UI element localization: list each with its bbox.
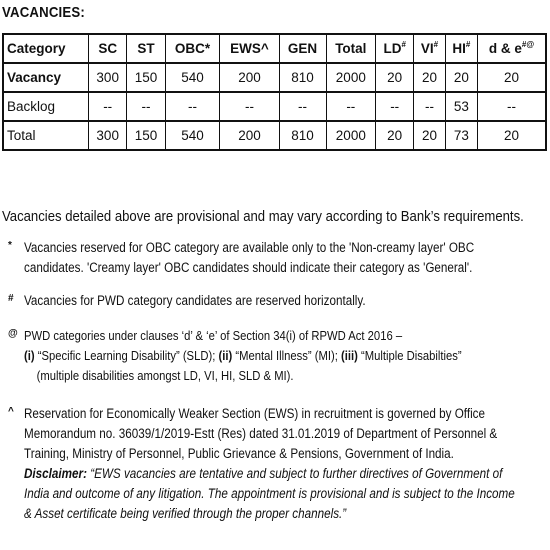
table-cell: -- — [127, 92, 165, 121]
table-cell: 73 — [445, 121, 477, 150]
header-vi: VI# — [414, 34, 445, 63]
table-cell: 20 — [376, 63, 414, 92]
header-ews: EWS^ — [220, 34, 279, 63]
table-cell: -- — [279, 92, 326, 121]
table-cell: -- — [165, 92, 220, 121]
vacancy-table — [2, 33, 547, 151]
table-cell: -- — [326, 92, 376, 121]
header-st: ST — [127, 34, 165, 63]
table-cell: 810 — [279, 63, 326, 92]
table-cell: 20 — [445, 63, 477, 92]
table-row-total — [3, 121, 546, 150]
header-sc: SC — [89, 34, 127, 63]
footnote-body: PWD categories under clauses ‘d’ & ‘e’ of Section 34(i) of RPWD Act 2016 – (i) “Specific Learning Disability” (SLD); (ii) “Mental Illness” (MI); (iii) “Multiple Disabilties” (multiple disabilities amongst LD, VI, HI, SLD & MI). — [24, 329, 462, 383]
header-obc: OBC* — [165, 34, 220, 63]
footnote-body: Vacancies reserved for OBC category are available only to the 'Non-creamy layer' OBC candidates. 'Creamy layer' OBC candidates should indicate their category as 'General'. — [24, 240, 475, 275]
table-cell: 810 — [279, 121, 326, 150]
footnote-mark: @ — [8, 328, 18, 339]
table-row-backlog — [3, 92, 546, 121]
table-cell: 2000 — [326, 121, 376, 150]
footnote-mark: * — [8, 240, 12, 251]
table-row-vacancy — [3, 63, 546, 92]
table-cell: 20 — [478, 63, 546, 92]
footnote-mark: # — [8, 293, 14, 304]
table-cell: 540 — [165, 63, 220, 92]
table-cell: 300 — [89, 63, 127, 92]
table-cell: -- — [478, 92, 546, 121]
table-cell: 150 — [127, 121, 165, 150]
table-cell: 200 — [220, 63, 279, 92]
table-cell: -- — [414, 92, 445, 121]
header-d-e: d & e#@ — [478, 34, 546, 63]
header-hi: HI# — [445, 34, 477, 63]
table-header-row — [3, 34, 546, 63]
table-cell: 150 — [127, 63, 165, 92]
table-cell: 300 — [89, 121, 127, 150]
disclaimer: Disclaimer: “EWS vacancies are tentative and subject to further directives of Government of — [24, 466, 503, 481]
table-cell: 2000 — [326, 63, 376, 92]
table-cell: 20 — [478, 121, 546, 150]
footnote-body: Reservation for Economically Weaker Section (EWS) in recruitment is governed by Office Memorandum no. 36039/1/2019-Estt (Res) dated 31.01.2019 of Department of Personnel & Training, Ministry of Personnel, Public Grievance & Pensions, Government of India. Disclaimer: “EWS vacancies are tentative and subject to further directives of Government of India and outcome of any litigation. The appointment is provisional and is subject to the Income & Asset certificate being verified through the proper channels.” — [24, 404, 543, 524]
table-cell: Backlog — [3, 92, 89, 121]
header-total: Total — [326, 34, 376, 63]
table-cell: -- — [376, 92, 414, 121]
page-title: VACANCIES: — [2, 4, 85, 21]
table-cell: 540 — [165, 121, 220, 150]
footnote-body: Vacancies for PWD category candidates are reserved horizontally. — [24, 293, 366, 308]
table-cell: 20 — [376, 121, 414, 150]
header-gen: GEN — [279, 34, 326, 63]
footnote-mark: ^ — [8, 406, 14, 417]
table-cell: 200 — [220, 121, 279, 150]
header-ld: LD# — [376, 34, 414, 63]
provisional-note: Vacancies detailed above are provisional and may vary according to Bank’s requirements. — [2, 209, 524, 225]
table-cell: 53 — [445, 92, 477, 121]
header-category: Category — [3, 34, 89, 63]
table-cell: 20 — [414, 63, 445, 92]
table-cell: 20 — [414, 121, 445, 150]
table-cell: -- — [89, 92, 127, 121]
table-cell: -- — [220, 92, 279, 121]
table-cell: Vacancy — [3, 63, 89, 92]
table-cell: Total — [3, 121, 89, 150]
